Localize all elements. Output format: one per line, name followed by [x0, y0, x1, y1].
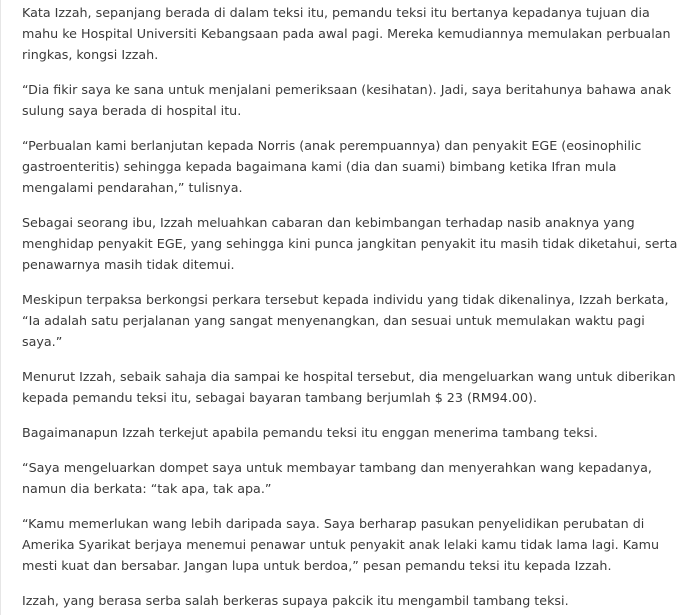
- paragraph: Menurut Izzah, sebaik sahaja dia sampai ke hospital tersebut, dia mengeluarkan wang untuk diberikan kepada pemandu teksi itu, sebagai bayaran tambang berjumlah $ 23 (RM94.00).: [22, 369, 676, 405]
- paragraph: “Saya mengeluarkan dompet saya untuk membayar tambang dan menyerahkan wang kepadanya, namun dia berkata: “tak apa, tak apa.”: [22, 460, 652, 496]
- paragraph: Kata Izzah, sepanjang berada di dalam teksi itu, pemandu teksi itu bertanya kepadanya tujuan dia mahu ke Hospital Universiti Kebangsaan pada awal pagi. Mereka kemudiannya memulakan perbualan ringkas, kongsi Izzah.: [22, 5, 671, 62]
- paragraph: “Perbualan kami berlanjutan kepada Norris (anak perempuannya) dan penyakit EGE (eosinophilic gastroenteritis) sehingga kepada bagaimana kami (dia dan suami) bimbang ketika Ifran mula mengalami pendarahan,” tulisnya.: [22, 138, 642, 195]
- paragraph: Izzah, yang berasa serba salah berkeras supaya pakcik itu mengambil tambang teksi.: [22, 593, 569, 608]
- paragraph: Sebagai seorang ibu, Izzah meluahkan cabaran dan kebimbangan terhadap nasib anaknya yang menghidap penyakit EGE, yang sehingga kini punca jangkitan penyakit itu masih tidak diketahui, serta penawarnya masih tidak ditemui.: [22, 215, 678, 272]
- paragraph: Meskipun terpaksa berkongsi perkara tersebut kepada individu yang tidak dikenalinya, Izzah berkata, “Ia adalah satu perjalanan yang sangat menyenangkan, dan sesuai untuk memulakan waktu pagi saya.”: [22, 292, 669, 349]
- paragraph: “Dia fikir saya ke sana untuk menjalani pemeriksaan (kesihatan). Jadi, saya beritahunya bahawa anak sulung saya berada di hospital itu.: [22, 82, 672, 118]
- article-body: [1, 0, 697, 611]
- paragraph: Bagaimanapun Izzah terkejut apabila pemandu teksi itu enggan menerima tambang teksi.: [22, 425, 598, 440]
- paragraph: “Kamu memerlukan wang lebih daripada saya. Saya berharap pasukan penyelidikan perubatan di Amerika Syarikat berjaya menemui penawar untuk penyakit anak lelaki kamu tidak lama lagi. Kamu mesti kuat dan bersabar. Jangan lupa untuk berdoa,” pesan pemandu teksi itu kepada Izzah.: [22, 516, 660, 573]
